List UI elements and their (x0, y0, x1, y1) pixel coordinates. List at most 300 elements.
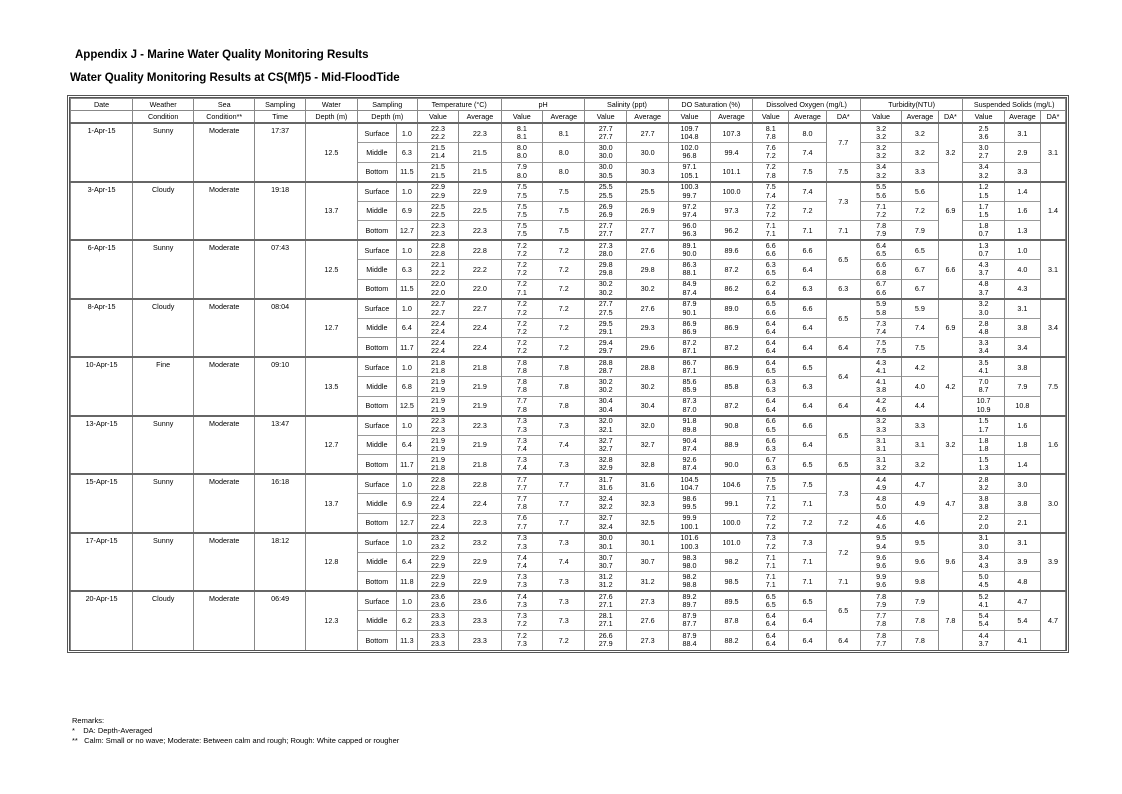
dissolved-oxygen-values (753, 552, 789, 572)
value-pair (753, 573, 788, 589)
ph-values (501, 357, 542, 377)
dissolved-oxygen-da: 6.5 (826, 240, 860, 279)
turbidity-average: 4.7 (902, 474, 938, 494)
reading-value: 3.0 (978, 541, 989, 551)
reading-value: 29.8 (598, 268, 613, 278)
water-depth-cell: 12.3 (305, 591, 357, 650)
weather-cell: Fine (133, 357, 194, 416)
value-pair (753, 476, 788, 492)
dissolved-oxygen-average: 6.5 (789, 455, 826, 475)
value-pair (861, 320, 901, 336)
value-pair (585, 534, 625, 550)
ph-values (501, 201, 542, 221)
reading-value: 1.3 (978, 240, 989, 250)
time-cell: 19:18 (255, 182, 306, 241)
salinity-values (585, 416, 626, 436)
do-saturation-values (669, 591, 710, 611)
suspended-solids-da: 3.1 (1041, 123, 1066, 182)
value-pair (963, 554, 1003, 570)
turbidity-values (860, 591, 901, 611)
value-pair (502, 261, 542, 277)
value-pair (585, 593, 625, 609)
dissolved-oxygen-average: 6.4 (789, 338, 826, 358)
value-pair (502, 300, 542, 316)
value-pair (585, 417, 625, 433)
reading-value: 87.3 (682, 396, 697, 406)
value-pair (963, 163, 1003, 179)
reading-value: 7.2 (516, 318, 527, 328)
reading-value: 7.5 (516, 229, 527, 238)
value-pair (418, 573, 458, 589)
salinity-values (585, 552, 626, 572)
suspended-solids-average: 1.3 (1004, 221, 1040, 241)
do-saturation-average: 89.5 (710, 591, 752, 611)
value-pair (753, 397, 788, 413)
dissolved-oxygen-average: 7.4 (789, 143, 826, 163)
depth-label-cell: Bottom (357, 513, 396, 533)
dissolved-oxygen-bottom-da: 7.1 (826, 572, 860, 592)
reading-value: 7.4 (516, 560, 527, 570)
value-pair (585, 632, 625, 648)
header-salinity: Salinity (ppt) (585, 99, 669, 111)
do-saturation-values (669, 396, 710, 416)
suspended-solids-values (963, 260, 1004, 280)
value-pair (861, 242, 901, 258)
reading-value: 30.1 (598, 541, 613, 551)
reading-value: 92.6 (682, 454, 697, 464)
depth-value-cell: 1.0 (397, 357, 418, 377)
reading-value: 6.5 (765, 299, 776, 309)
reading-value: 32.9 (598, 463, 613, 472)
do-saturation-values (669, 416, 710, 436)
depth-label-cell: Middle (357, 494, 396, 514)
value-pair (963, 534, 1003, 550)
page-title: Appendix J - Marine Water Quality Monitoring Results (75, 49, 369, 61)
depth-label-cell: Middle (357, 260, 396, 280)
temperature-average: 22.3 (459, 123, 501, 143)
dissolved-oxygen-average: 6.4 (789, 435, 826, 455)
do-saturation-values (669, 552, 710, 572)
reading-value: 9.4 (876, 541, 887, 551)
reading-value: 6.4 (765, 611, 776, 621)
salinity-average: 29.3 (626, 318, 668, 338)
reading-value: 7.1 (765, 494, 776, 504)
value-pair (963, 144, 1003, 160)
reading-value: 6.5 (765, 600, 776, 609)
reading-value: 6.5 (765, 424, 776, 434)
reading-value: 21.9 (430, 396, 445, 406)
temperature-values (417, 240, 458, 260)
do-saturation-values (669, 533, 710, 553)
dissolved-oxygen-average: 6.4 (789, 318, 826, 338)
reading-value: 7.3 (516, 580, 527, 589)
dissolved-oxygen-values (753, 338, 789, 358)
value-pair (585, 378, 625, 394)
suspended-solids-values (963, 221, 1004, 241)
reading-value: 22.9 (430, 560, 445, 570)
reading-value: 2.5 (978, 123, 989, 133)
reading-value: 84.9 (682, 279, 697, 289)
reading-value: 7.3 (516, 424, 527, 434)
suspended-solids-da: 1.4 (1041, 182, 1066, 241)
reading-value: 90.1 (682, 307, 697, 317)
value-pair (861, 378, 901, 394)
suspended-solids-average: 1.4 (1004, 182, 1040, 202)
do-saturation-values (669, 260, 710, 280)
subheader-temp-value: Value (417, 111, 458, 124)
reading-value: 30.0 (598, 162, 613, 172)
suspended-solids-average: 3.8 (1004, 318, 1040, 338)
date-cell: 10-Apr-15 (71, 357, 133, 416)
reading-value: 97.2 (682, 201, 697, 211)
temperature-values (417, 279, 458, 299)
salinity-values (585, 611, 626, 631)
value-pair (585, 397, 625, 413)
reading-value: 7.6 (516, 513, 527, 523)
do-saturation-average: 87.2 (710, 396, 752, 416)
salinity-values (585, 396, 626, 416)
reading-value: 0.7 (978, 249, 989, 258)
subheader-temp-average: Average (459, 111, 501, 124)
reading-value: 7.5 (765, 474, 776, 484)
reading-value: 7.5 (516, 220, 527, 230)
value-pair (585, 339, 625, 355)
salinity-average: 30.2 (626, 377, 668, 397)
water-depth-cell: 12.5 (305, 123, 357, 182)
turbidity-average: 7.2 (902, 201, 938, 221)
table-row (71, 533, 1066, 553)
do-saturation-average: 101.1 (710, 162, 752, 182)
value-pair (418, 300, 458, 316)
turbidity-average: 3.2 (902, 143, 938, 163)
suspended-solids-average: 2.1 (1004, 513, 1040, 533)
reading-value: 22.3 (430, 229, 445, 238)
salinity-average: 32.8 (626, 455, 668, 475)
reading-value: 4.1 (978, 366, 989, 375)
dissolved-oxygen-values (753, 611, 789, 631)
time-cell: 08:04 (255, 299, 306, 358)
value-pair (963, 261, 1003, 277)
dissolved-oxygen-values (753, 221, 789, 241)
weather-cell: Sunny (133, 474, 194, 533)
temperature-values (417, 318, 458, 338)
reading-value: 5.6 (876, 190, 887, 200)
reading-value: 21.9 (430, 443, 445, 453)
water-depth-cell: 12.8 (305, 533, 357, 592)
suspended-solids-average: 4.3 (1004, 279, 1040, 299)
reading-value: 3.8 (978, 494, 989, 504)
reading-value: 7.2 (765, 151, 776, 161)
reading-value: 87.4 (682, 287, 697, 297)
suspended-solids-average: 1.4 (1004, 455, 1040, 475)
reading-value: 87.9 (682, 299, 697, 309)
reading-value: 87.9 (682, 611, 697, 621)
do-saturation-average: 101.0 (710, 533, 752, 553)
do-saturation-values (669, 299, 710, 319)
reading-value: 86.3 (682, 260, 697, 270)
reading-value: 3.1 (978, 533, 989, 543)
reading-value: 7.0 (978, 377, 989, 387)
depth-label-cell: Middle (357, 611, 396, 631)
reading-value: 1.2 (978, 182, 989, 192)
header-sampling: Sampling (255, 99, 306, 111)
depth-value-cell: 6.9 (397, 494, 418, 514)
reading-value: 4.6 (876, 513, 887, 523)
reading-value: 101.6 (680, 533, 699, 543)
reading-value: 23.3 (430, 639, 445, 648)
ph-values (501, 260, 542, 280)
reading-value: 89.2 (682, 591, 697, 601)
value-pair (585, 456, 625, 472)
ph-values (501, 338, 542, 358)
value-pair (502, 144, 542, 160)
reading-value: 7.8 (876, 619, 887, 629)
suspended-solids-average: 3.1 (1004, 533, 1040, 553)
do-saturation-values (669, 611, 710, 631)
ph-average: 7.7 (543, 513, 585, 533)
dissolved-oxygen-da: 7.7 (826, 123, 860, 162)
turbidity-da: 6.6 (938, 240, 963, 299)
reading-value: 3.2 (876, 151, 887, 161)
temperature-average: 22.8 (459, 240, 501, 260)
reading-value: 5.2 (978, 591, 989, 601)
value-pair (418, 163, 458, 179)
do-saturation-average: 98.2 (710, 552, 752, 572)
table-row (71, 357, 1066, 377)
dissolved-oxygen-da: 7.3 (826, 474, 860, 513)
reading-value: 22.7 (430, 307, 445, 317)
value-pair (585, 203, 625, 219)
reading-value: 4.1 (876, 366, 887, 375)
reading-value: 7.7 (516, 483, 527, 492)
reading-value: 28.0 (598, 249, 613, 258)
reading-value: 4.8 (978, 279, 989, 289)
reading-value: 7.5 (516, 209, 527, 219)
value-pair (963, 222, 1003, 238)
reading-value: 6.6 (876, 260, 887, 270)
value-pair (418, 203, 458, 219)
salinity-values (585, 474, 626, 494)
ph-values (501, 435, 542, 455)
reading-value: 22.4 (430, 502, 445, 512)
turbidity-values (860, 338, 901, 358)
reading-value: 7.3 (516, 639, 527, 648)
reading-value: 10.7 (976, 396, 991, 406)
value-pair (418, 125, 458, 141)
subheader-turb-da: DA* (938, 111, 963, 124)
reading-value: 7.3 (516, 571, 527, 581)
reading-value: 27.5 (598, 307, 613, 317)
reading-value: 7.2 (516, 240, 527, 250)
do-saturation-values (669, 240, 710, 260)
ph-values (501, 533, 542, 553)
dissolved-oxygen-values (753, 435, 789, 455)
reading-value: 8.1 (516, 132, 527, 141)
ph-average: 8.0 (543, 143, 585, 163)
reading-value: 3.0 (978, 143, 989, 153)
reading-value: 6.3 (765, 260, 776, 270)
turbidity-da: 4.7 (938, 474, 963, 533)
temperature-average: 22.8 (459, 474, 501, 494)
reading-value: 7.3 (516, 533, 527, 543)
reading-value: 27.7 (598, 123, 613, 133)
dissolved-oxygen-average: 7.5 (789, 474, 826, 494)
ph-values (501, 416, 542, 436)
ph-average: 7.8 (543, 377, 585, 397)
value-pair (861, 280, 901, 296)
reading-value: 7.7 (516, 396, 527, 406)
reading-value: 102.0 (680, 143, 699, 153)
ph-average: 7.3 (543, 455, 585, 475)
reading-value: 22.5 (430, 201, 445, 211)
suspended-solids-values (963, 513, 1004, 533)
value-pair (861, 144, 901, 160)
value-pair (861, 222, 901, 238)
date-cell: 20-Apr-15 (71, 591, 133, 650)
reading-value: 6.4 (765, 404, 776, 414)
reading-value: 86.7 (682, 357, 697, 367)
value-pair (418, 534, 458, 550)
ph-values (501, 455, 542, 475)
reading-value: 3.7 (978, 287, 989, 297)
subheader-ss-value: Value (963, 111, 1004, 124)
reading-value: 6.5 (765, 366, 776, 375)
sea-condition-cell: Moderate (194, 182, 255, 241)
reading-value: 8.0 (516, 170, 527, 180)
reading-value: 1.7 (978, 424, 989, 434)
depth-label-cell: Surface (357, 240, 396, 260)
reading-value: 6.6 (765, 240, 776, 250)
temperature-average: 22.3 (459, 221, 501, 241)
reading-value: 7.1 (765, 571, 776, 581)
depth-value-cell: 11.8 (397, 572, 418, 592)
header-suspended-solids: Suspended Solids (mg/L) (963, 99, 1066, 111)
dissolved-oxygen-bottom-da: 6.4 (826, 630, 860, 650)
reading-value: 7.4 (516, 463, 527, 472)
dissolved-oxygen-values (753, 143, 789, 163)
reading-value: 6.2 (765, 279, 776, 289)
reading-value: 3.4 (978, 162, 989, 172)
depth-label-cell: Bottom (357, 221, 396, 241)
temperature-average: 22.3 (459, 416, 501, 436)
dissolved-oxygen-bottom-da: 7.5 (826, 162, 860, 182)
reading-value: 22.8 (430, 240, 445, 250)
reading-value: 7.3 (516, 454, 527, 464)
ph-values (501, 143, 542, 163)
turbidity-average: 3.3 (902, 162, 938, 182)
date-cell: 1-Apr-15 (71, 123, 133, 182)
value-pair (669, 359, 709, 375)
value-pair (861, 573, 901, 589)
reading-value: 7.3 (516, 611, 527, 621)
date-cell: 8-Apr-15 (71, 299, 133, 358)
ph-average: 8.0 (543, 162, 585, 182)
reading-value: 4.6 (876, 404, 887, 414)
reading-value: 31.2 (598, 580, 613, 589)
dissolved-oxygen-values (753, 513, 789, 533)
reading-value: 7.2 (516, 326, 527, 336)
reading-value: 87.7 (682, 619, 697, 629)
suspended-solids-values (963, 143, 1004, 163)
turbidity-values (860, 455, 901, 475)
ph-values (501, 552, 542, 572)
suspended-solids-da: 1.6 (1041, 416, 1066, 475)
reading-value: 27.7 (598, 220, 613, 230)
do-saturation-values (669, 630, 710, 650)
do-saturation-values (669, 357, 710, 377)
value-pair (861, 203, 901, 219)
reading-value: 7.5 (765, 483, 776, 492)
reading-value: 7.8 (765, 132, 776, 141)
value-pair (861, 534, 901, 550)
value-pair (585, 163, 625, 179)
salinity-average: 32.3 (626, 494, 668, 514)
weather-cell: Sunny (133, 416, 194, 475)
suspended-solids-average: 4.0 (1004, 260, 1040, 280)
depth-label-cell: Surface (357, 357, 396, 377)
salinity-average: 31.6 (626, 474, 668, 494)
turbidity-values (860, 416, 901, 436)
suspended-solids-average: 3.4 (1004, 338, 1040, 358)
temperature-values (417, 474, 458, 494)
dissolved-oxygen-average: 7.1 (789, 552, 826, 572)
reading-value: 23.2 (430, 533, 445, 543)
reading-value: 7.1 (765, 220, 776, 230)
turbidity-average: 6.7 (902, 260, 938, 280)
dissolved-oxygen-bottom-da: 7.1 (826, 221, 860, 241)
suspended-solids-values (963, 338, 1004, 358)
suspended-solids-values (963, 533, 1004, 553)
reading-value: 22.4 (430, 326, 445, 336)
time-cell: 16:18 (255, 474, 306, 533)
sea-condition-cell: Moderate (194, 474, 255, 533)
ph-average: 7.8 (543, 357, 585, 377)
value-pair (963, 437, 1003, 453)
value-pair (861, 554, 901, 570)
temperature-average: 22.4 (459, 494, 501, 514)
reading-value: 2.2 (978, 513, 989, 523)
reading-value: 7.4 (516, 591, 527, 601)
dissolved-oxygen-average: 7.3 (789, 533, 826, 553)
turbidity-values (860, 630, 901, 650)
temperature-average: 22.9 (459, 552, 501, 572)
salinity-values (585, 533, 626, 553)
turbidity-values (860, 260, 901, 280)
reading-value: 105.1 (680, 170, 699, 180)
depth-label-cell: Middle (357, 201, 396, 221)
reading-value: 7.2 (516, 337, 527, 347)
temperature-average: 21.5 (459, 143, 501, 163)
reading-value: 87.0 (682, 404, 697, 414)
ph-average: 7.2 (543, 279, 585, 299)
do-saturation-values (669, 318, 710, 338)
suspended-solids-da: 3.9 (1041, 533, 1066, 592)
reading-value: 7.2 (765, 162, 776, 172)
reading-value: 22.8 (430, 483, 445, 492)
value-pair (963, 203, 1003, 219)
reading-value: 21.8 (430, 366, 445, 375)
value-pair (418, 554, 458, 570)
turbidity-values (860, 552, 901, 572)
ph-average: 7.7 (543, 494, 585, 514)
subheader-do-da: DA* (826, 111, 860, 124)
ph-values (501, 279, 542, 299)
value-pair (963, 125, 1003, 141)
reading-value: 21.9 (430, 404, 445, 414)
salinity-average: 32.0 (626, 416, 668, 436)
dissolved-oxygen-average: 6.3 (789, 279, 826, 299)
remarks-line-da: * DA: Depth-Averaged (72, 726, 153, 735)
